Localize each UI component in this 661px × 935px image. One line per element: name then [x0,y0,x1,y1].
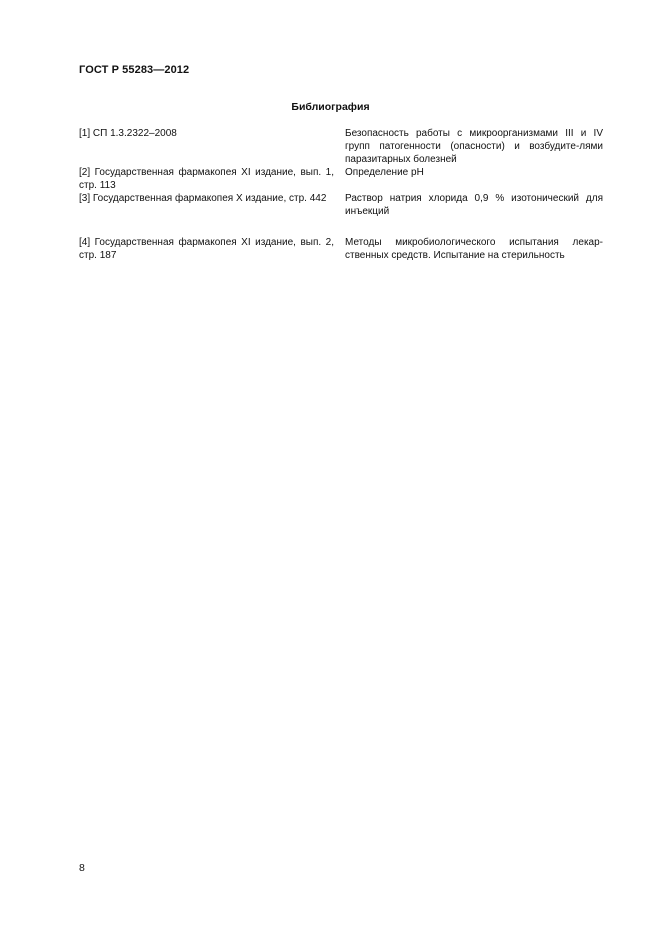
page-number: 8 [79,862,85,874]
reference-source: [4] Государственная фармакопея XI издание, вып. 2, стр. 187 [79,237,334,261]
reference-source: [1] СП 1.3.2322–2008 [79,128,177,139]
reference-description: Определение рН [345,167,424,178]
bibliography-entry-3 [79,192,603,218]
bibliography-entry-4 [79,236,603,262]
reference-source: [3] Государственная фармакопея X издание, стр. 442 [79,193,327,204]
reference-description: Безопасность работы с микроорганизмами III и IV групп патогенности (опасности) и возбудите-лями паразитарных болезней [345,128,603,165]
reference-description: Раствор натрия хлорида 0,9 % изотонический для инъекций [345,193,603,217]
document-header: ГОСТ Р 55283—2012 [79,64,190,76]
reference-source: [2] Государственная фармакопея XI издание, вып. 1, стр. 113 [79,167,334,191]
section-title: Библиография [291,101,370,113]
bibliography-entry-1 [79,127,603,166]
bibliography-entry-2 [79,166,603,192]
reference-description: Методы микробиологического испытания лекар-ственных средств. Испытание на стерильность [345,237,603,261]
